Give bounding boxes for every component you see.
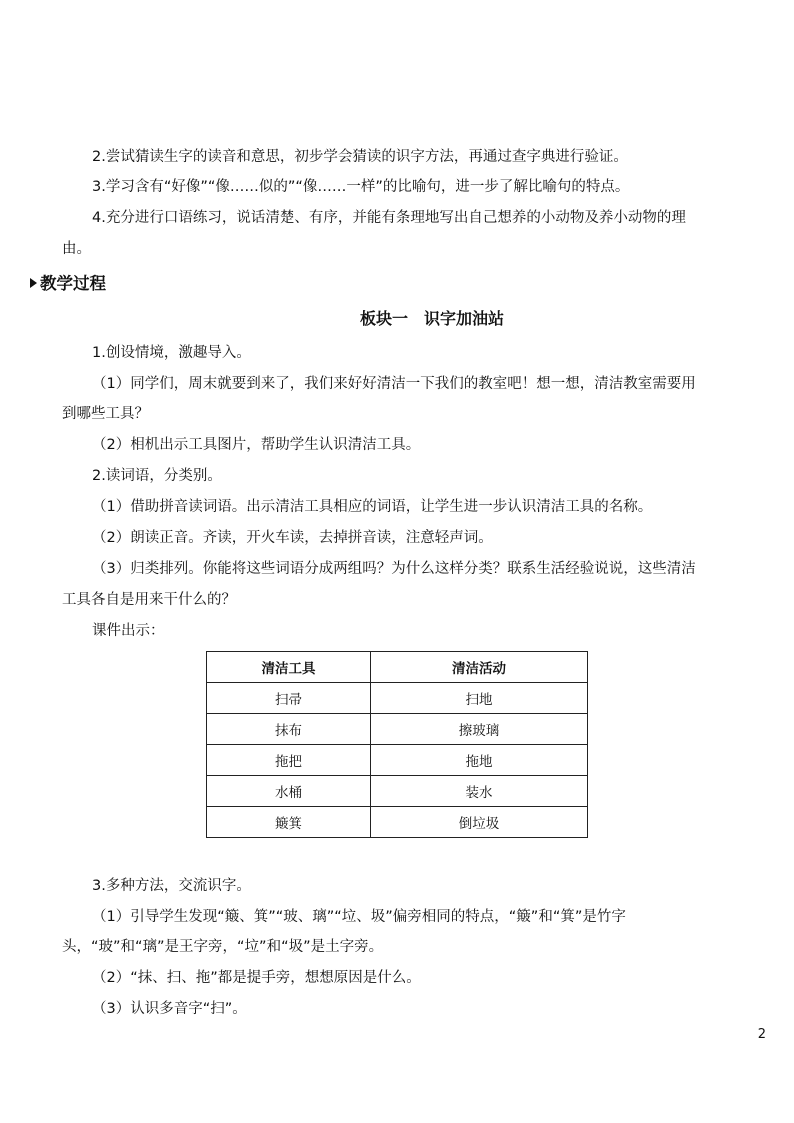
step-1-1: （1）同学们，周末就要到来了，我们来好好清洁一下我们的教室吧！想一想，清洁教室需要用 xyxy=(92,376,696,392)
step-2-2: （2）朗读正音。齐读，开火车读，去掉拼音读，注意轻声词。 xyxy=(92,530,493,546)
objective-3: 3.学习含有“好像”“像……似的”“像……一样”的比喻句，进一步了解比喻句的特点。 xyxy=(92,179,630,195)
table-cell-activity: 倒垃圾 xyxy=(371,807,588,838)
courseware-label: 课件出示： xyxy=(92,623,165,639)
step-3-1: （1）引导学生发现“簸、箕”“玻、璃”“垃、圾”偏旁相同的特点，“簸”和“箕”是竹字 xyxy=(92,909,626,925)
step-3-1-cont: 头，“玻”和“璃”是王字旁，“垃”和“圾”是土字旁。 xyxy=(62,939,384,955)
step-2: 2.读词语，分类别。 xyxy=(92,468,222,484)
table-cell-activity: 扫地 xyxy=(371,683,588,714)
step-3-3: （3）认识多音字“扫”。 xyxy=(92,1001,247,1017)
objective-2: 2.尝试猜读生字的读音和意思，初步学会猜读的识字方法，再通过查字典进行验证。 xyxy=(92,149,628,165)
table-cell-tool: 拖把 xyxy=(207,745,371,776)
step-3-2: （2）“抹、扫、拖”都是提手旁，想想原因是什么。 xyxy=(92,970,421,986)
step-2-3-cont: 工具各自是用来干什么的？ xyxy=(62,592,236,608)
table-cell-activity: 装水 xyxy=(371,776,588,807)
heading-text: 教学过程 xyxy=(40,274,106,293)
step-1-2: （2）相机出示工具图片，帮助学生认识清洁工具。 xyxy=(92,437,421,453)
objective-4: 4.充分进行口语练习，说话清楚、有序，并能有条理地写出自己想养的小动物及养小动物的理 xyxy=(92,210,686,226)
objective-4-cont: 由。 xyxy=(62,241,91,257)
table-row xyxy=(207,714,588,745)
table-cell-activity: 擦玻璃 xyxy=(371,714,588,745)
step-1-1-cont: 到哪些工具？ xyxy=(62,406,149,422)
table-row xyxy=(207,745,588,776)
table-cell-tool: 水桶 xyxy=(207,776,371,807)
table-header-tools: 清洁工具 xyxy=(207,652,371,683)
table-cell-tool: 抹布 xyxy=(207,714,371,745)
table-cell-tool: 簸箕 xyxy=(207,807,371,838)
table-row xyxy=(207,776,588,807)
step-1: 1.创设情境，激趣导入。 xyxy=(92,345,251,361)
step-2-3: （3）归类排列。你能将这些词语分成两组吗？为什么这样分类？联系生活经验说说，这些清洁 xyxy=(92,561,696,577)
table-header-activity: 清洁活动 xyxy=(371,652,588,683)
step-3: 3.多种方法，交流识字。 xyxy=(92,878,251,894)
table-row xyxy=(207,807,588,838)
section-label: 板块一 xyxy=(359,309,408,328)
teaching-process-heading xyxy=(30,270,106,294)
table-row xyxy=(207,683,588,714)
section-title xyxy=(0,306,794,329)
triangle-bullet-icon xyxy=(30,278,37,288)
page-number: 2 xyxy=(757,1027,766,1042)
table-cell-tool: 扫帚 xyxy=(207,683,371,714)
section-name: 识字加油站 xyxy=(424,309,505,328)
cleaning-table xyxy=(206,651,588,838)
table-header-row xyxy=(207,652,588,683)
table-cell-activity: 拖地 xyxy=(371,745,588,776)
step-2-1: （1）借助拼音读词语。出示清洁工具相应的词语，让学生进一步认识清洁工具的名称。 xyxy=(92,499,653,515)
